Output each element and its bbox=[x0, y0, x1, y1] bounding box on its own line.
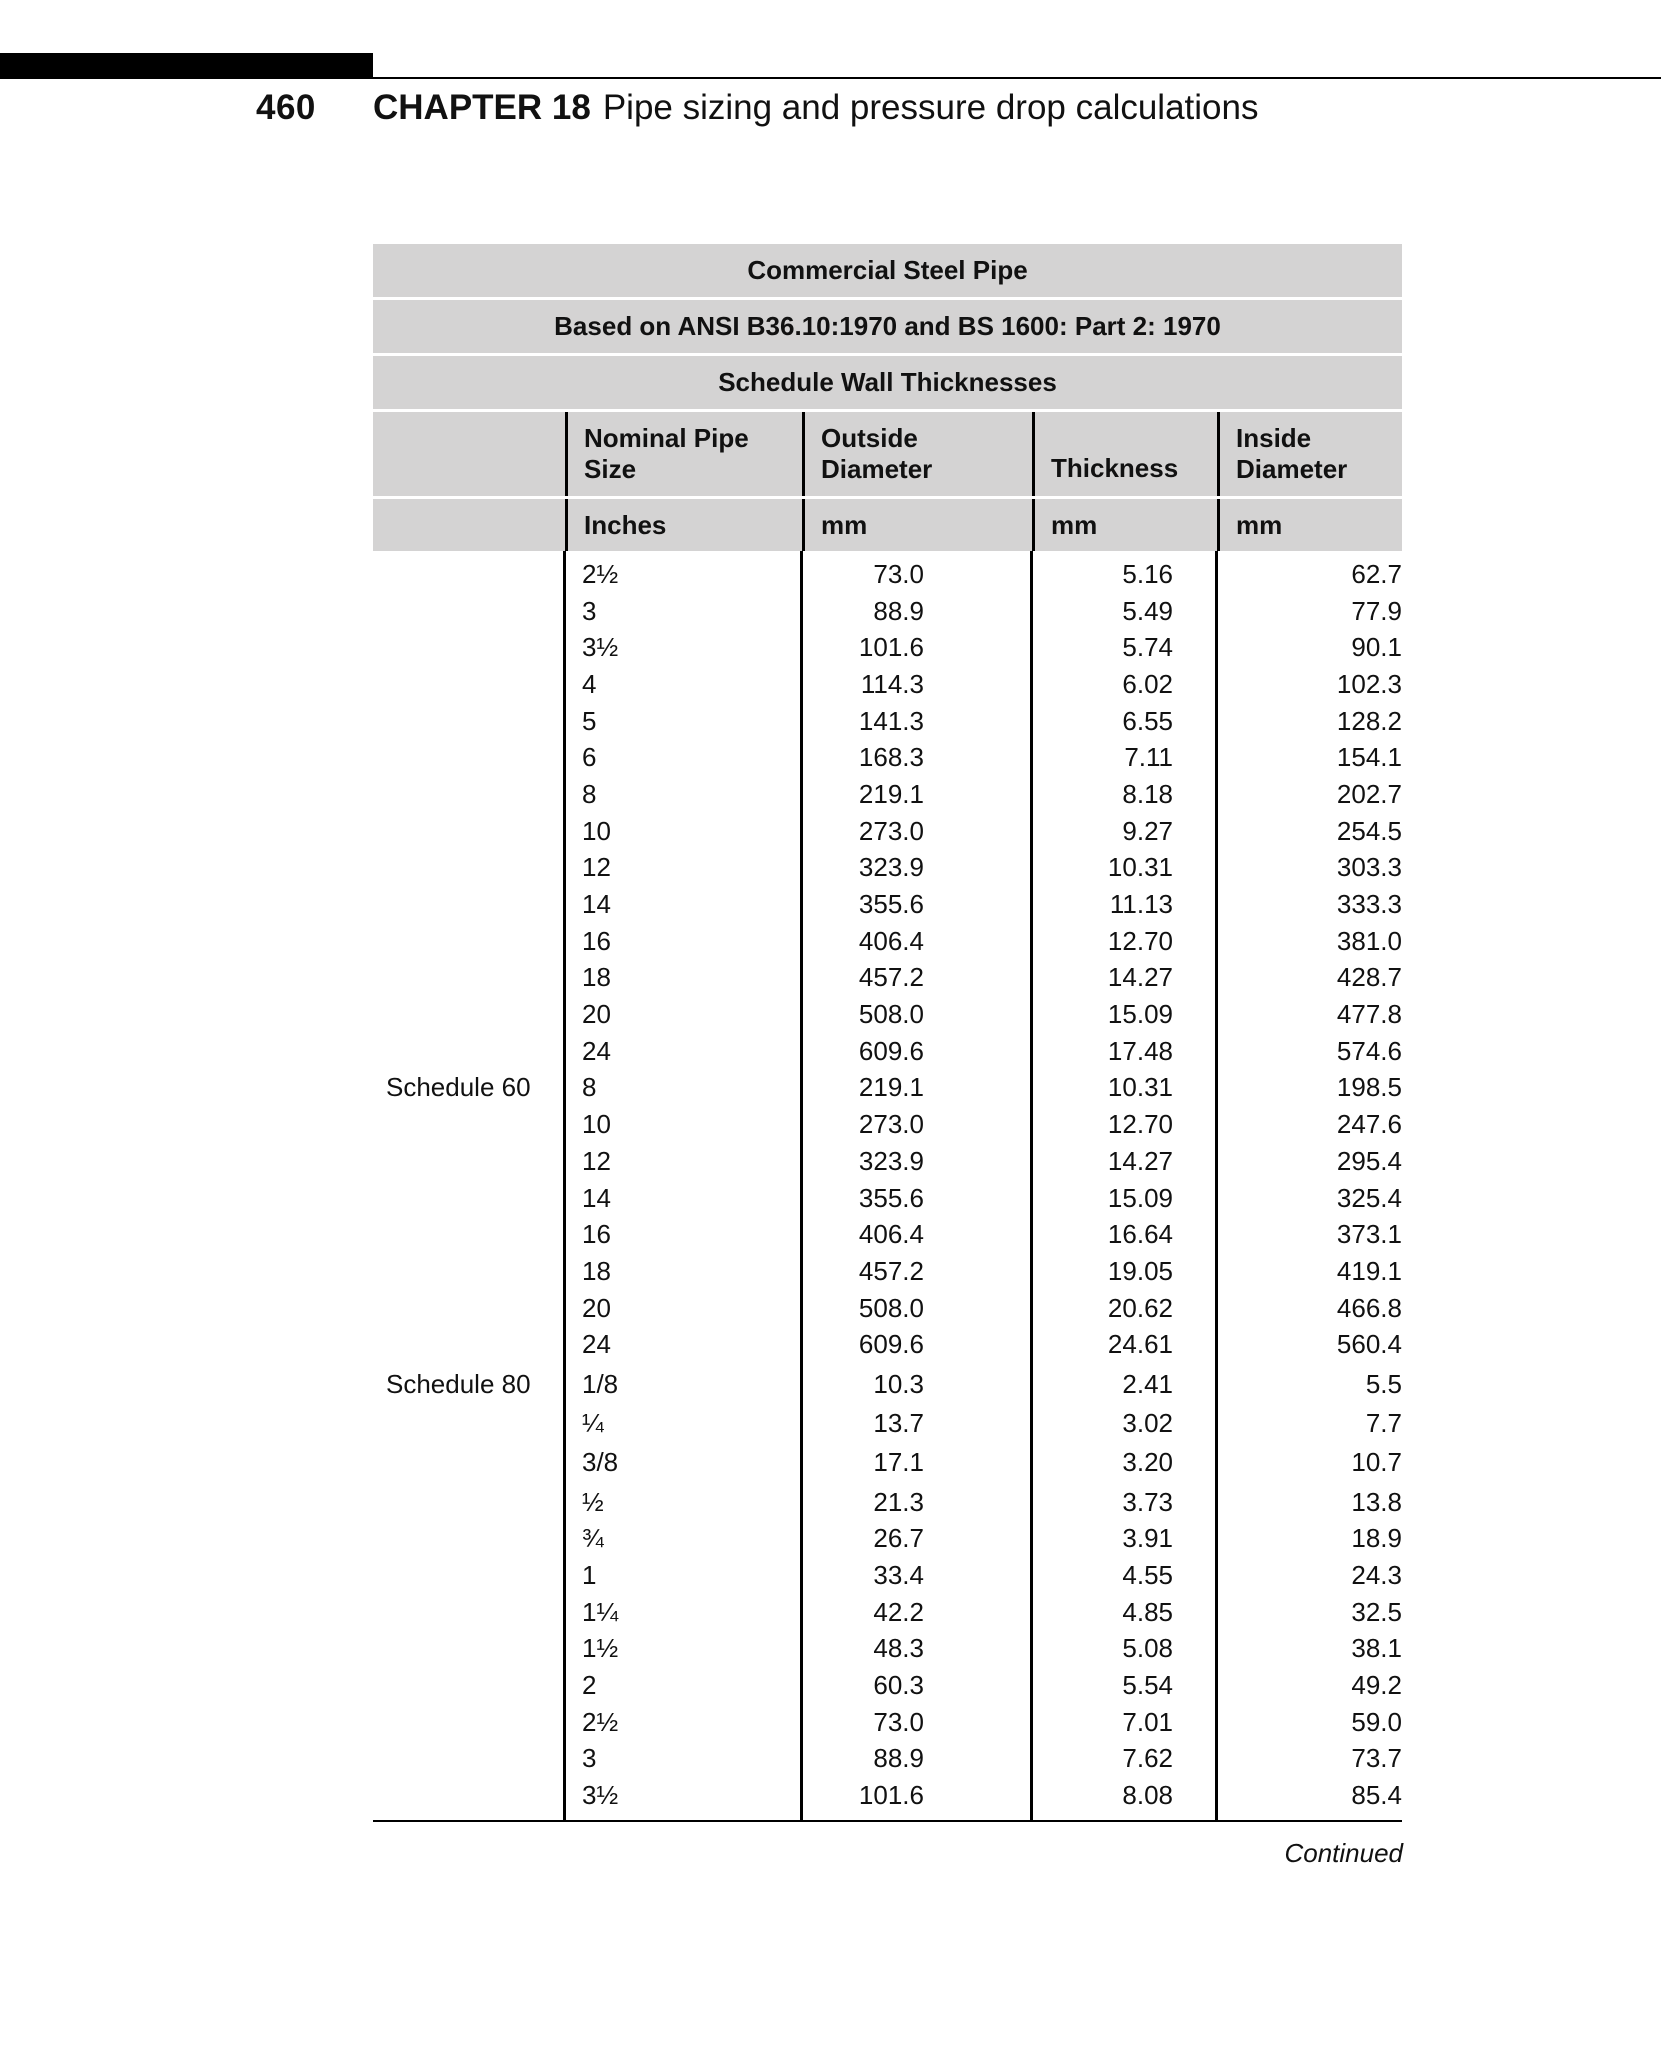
outside-diameter-cell: 60.3 bbox=[873, 1670, 924, 1701]
thickness-cell: 7.11 bbox=[1124, 742, 1173, 773]
inside-diameter-cell: 32.5 bbox=[1351, 1596, 1402, 1627]
outside-diameter-cell: 101.6 bbox=[858, 632, 924, 663]
outside-diameter-cell: 101.6 bbox=[858, 1780, 924, 1811]
page-number: 460 bbox=[256, 88, 316, 127]
thickness-cell: 12.70 bbox=[1107, 1109, 1173, 1140]
thickness-cell: 11.13 bbox=[1109, 889, 1173, 920]
inside-diameter-cell: 381.0 bbox=[1336, 925, 1402, 956]
nominal-size-cell: 10 bbox=[582, 815, 611, 846]
header-rule bbox=[373, 77, 1661, 79]
inside-diameter-cell: 466.8 bbox=[1336, 1292, 1402, 1323]
thickness-cell: 15.09 bbox=[1107, 1182, 1173, 1213]
inside-diameter-cell: 5.5 bbox=[1365, 1368, 1402, 1399]
outside-diameter-cell: 355.6 bbox=[858, 889, 924, 920]
inside-diameter-cell: 419.1 bbox=[1336, 1255, 1402, 1286]
outside-diameter-cell: 26.7 bbox=[873, 1523, 924, 1554]
thickness-cell: 3.91 bbox=[1122, 1523, 1173, 1554]
inside-diameter-cell: 560.4 bbox=[1336, 1329, 1402, 1360]
nominal-size-cell: 8 bbox=[582, 778, 597, 809]
table-row bbox=[373, 960, 1402, 997]
nominal-size-cell: 14 bbox=[582, 889, 611, 920]
inside-diameter-cell: 574.6 bbox=[1336, 1035, 1402, 1066]
chapter-title: Pipe sizing and pressure drop calculations bbox=[602, 88, 1259, 127]
nominal-size-cell: 1½ bbox=[582, 1633, 619, 1664]
nominal-size-cell: 24 bbox=[582, 1035, 611, 1066]
outside-diameter-cell: 88.9 bbox=[873, 595, 924, 626]
outside-diameter-cell: 48.3 bbox=[873, 1633, 924, 1664]
schedule-unit-cell bbox=[373, 499, 565, 551]
thickness-cell: 5.16 bbox=[1122, 558, 1173, 589]
inside-diameter-cell: 198.5 bbox=[1336, 1072, 1402, 1103]
outside-diameter-cell: 141.3 bbox=[858, 705, 924, 736]
inside-diameter-cell: 18.9 bbox=[1351, 1523, 1402, 1554]
nominal-size-cell: 4 bbox=[582, 668, 597, 699]
table-row bbox=[373, 1405, 1402, 1442]
outside-diameter-cell: 457.2 bbox=[858, 1255, 924, 1286]
inside-diameter-cell: 62.7 bbox=[1351, 558, 1402, 589]
thickness-cell: 5.74 bbox=[1122, 632, 1173, 663]
inside-diameter-cell: 303.3 bbox=[1336, 852, 1402, 883]
outside-diameter-cell: 508.0 bbox=[858, 1292, 924, 1323]
thickness-cell: 14.27 bbox=[1107, 962, 1173, 993]
outside-diameter-cell: 406.4 bbox=[858, 925, 924, 956]
outside-diameter-cell: 10.3 bbox=[873, 1368, 924, 1399]
outside-diameter-cell: 13.7 bbox=[873, 1407, 924, 1438]
nominal-size-cell: 18 bbox=[582, 1255, 611, 1286]
table-row bbox=[373, 1106, 1402, 1143]
table-row bbox=[373, 1631, 1402, 1668]
thickness-cell: 5.08 bbox=[1122, 1633, 1173, 1664]
unit-od: mm bbox=[802, 499, 1032, 551]
thickness-cell: 4.55 bbox=[1122, 1560, 1173, 1591]
nominal-size-cell: 6 bbox=[582, 742, 597, 773]
schedule-header-cell bbox=[373, 412, 565, 496]
inside-diameter-cell: 85.4 bbox=[1351, 1780, 1402, 1811]
inside-diameter-cell: 59.0 bbox=[1351, 1706, 1402, 1737]
table-row bbox=[373, 1290, 1402, 1327]
inside-diameter-cell: 477.8 bbox=[1336, 999, 1402, 1030]
outside-diameter-cell: 609.6 bbox=[858, 1329, 924, 1360]
inside-diameter-cell: 254.5 bbox=[1336, 815, 1402, 846]
inside-diameter-cell: 154.1 bbox=[1336, 742, 1402, 773]
outside-diameter-cell: 508.0 bbox=[858, 999, 924, 1030]
nominal-size-cell: 12 bbox=[582, 1145, 611, 1176]
table-row bbox=[373, 666, 1402, 703]
thickness-cell: 24.61 bbox=[1107, 1329, 1173, 1360]
column-divider bbox=[1215, 551, 1218, 1820]
outside-diameter-cell: 323.9 bbox=[858, 1145, 924, 1176]
nominal-size-cell: 8 bbox=[582, 1072, 597, 1103]
inside-diameter-cell: 77.9 bbox=[1351, 595, 1402, 626]
inside-diameter-cell: 333.3 bbox=[1336, 889, 1402, 920]
chapter-label: CHAPTER 18 bbox=[373, 88, 591, 127]
table-row bbox=[373, 1363, 1402, 1405]
nominal-size-cell: 20 bbox=[582, 999, 611, 1030]
column-divider bbox=[1030, 551, 1033, 1820]
table-row bbox=[373, 1777, 1402, 1814]
nominal-size-cell: 1/8 bbox=[582, 1368, 619, 1399]
inside-diameter-cell: 128.2 bbox=[1336, 705, 1402, 736]
table-row bbox=[373, 629, 1402, 666]
outside-diameter-cell: 219.1 bbox=[858, 1072, 924, 1103]
inside-diameter-cell: 202.7 bbox=[1336, 778, 1402, 809]
thickness-cell: 6.02 bbox=[1122, 668, 1173, 699]
table-row bbox=[373, 1033, 1402, 1070]
table-row bbox=[373, 1180, 1402, 1217]
nominal-size-cell: ¼ bbox=[582, 1407, 604, 1438]
inside-diameter-cell: 247.6 bbox=[1336, 1109, 1402, 1140]
outside-diameter-cell: 42.2 bbox=[873, 1596, 924, 1627]
outside-diameter-cell: 21.3 bbox=[873, 1486, 924, 1517]
table-row bbox=[373, 1557, 1402, 1594]
outside-diameter-cell: 88.9 bbox=[873, 1743, 924, 1774]
nominal-size-cell: 12 bbox=[582, 852, 611, 883]
nominal-size-cell: 2 bbox=[582, 1670, 597, 1701]
nominal-size-cell: 18 bbox=[582, 962, 611, 993]
table-body bbox=[373, 551, 1402, 1822]
thickness-cell: 8.08 bbox=[1122, 1780, 1173, 1811]
inside-diameter-cell: 325.4 bbox=[1336, 1182, 1402, 1213]
nominal-size-cell: 3½ bbox=[582, 632, 619, 663]
outside-diameter-cell: 17.1 bbox=[873, 1447, 924, 1478]
unit-header-row bbox=[373, 499, 1402, 551]
table-row bbox=[373, 1326, 1402, 1363]
inside-diameter-cell: 428.7 bbox=[1336, 962, 1402, 993]
header-outside-diameter: Outside Diameter bbox=[802, 412, 1032, 496]
table-row bbox=[373, 886, 1402, 923]
table-row bbox=[373, 556, 1402, 593]
table-row bbox=[373, 813, 1402, 850]
inside-diameter-cell: 295.4 bbox=[1336, 1145, 1402, 1176]
thickness-cell: 4.85 bbox=[1122, 1596, 1173, 1627]
thickness-cell: 8.18 bbox=[1122, 778, 1173, 809]
table-section: Schedule Wall Thicknesses bbox=[373, 356, 1402, 409]
unit-inches: Inches bbox=[565, 499, 802, 551]
column-divider bbox=[800, 551, 803, 1820]
table-row bbox=[373, 1594, 1402, 1631]
nominal-size-cell: 16 bbox=[582, 1219, 611, 1250]
table-row bbox=[373, 593, 1402, 630]
thickness-cell: 3.02 bbox=[1122, 1407, 1173, 1438]
inside-diameter-cell: 13.8 bbox=[1351, 1486, 1402, 1517]
thickness-cell: 3.73 bbox=[1122, 1486, 1173, 1517]
table-row bbox=[373, 703, 1402, 740]
nominal-size-cell: ¾ bbox=[582, 1523, 604, 1554]
table-row bbox=[373, 1704, 1402, 1741]
nominal-size-cell: 2½ bbox=[582, 558, 619, 589]
outside-diameter-cell: 219.1 bbox=[858, 778, 924, 809]
thickness-cell: 2.41 bbox=[1122, 1368, 1173, 1399]
table-row bbox=[373, 776, 1402, 813]
nominal-size-cell: 3/8 bbox=[582, 1447, 619, 1478]
table-row bbox=[373, 1442, 1402, 1484]
nominal-size-cell: 3½ bbox=[582, 1780, 619, 1811]
pipe-table bbox=[373, 244, 1402, 1822]
outside-diameter-cell: 355.6 bbox=[858, 1182, 924, 1213]
table-row bbox=[373, 850, 1402, 887]
table-row bbox=[373, 739, 1402, 776]
nominal-size-cell: 3 bbox=[582, 595, 597, 626]
thickness-cell: 5.54 bbox=[1122, 1670, 1173, 1701]
inside-diameter-cell: 102.3 bbox=[1336, 668, 1402, 699]
table-row bbox=[373, 1521, 1402, 1558]
thickness-cell: 3.20 bbox=[1122, 1447, 1173, 1478]
column-header-row bbox=[373, 412, 1402, 496]
table-row bbox=[373, 1143, 1402, 1180]
table-row bbox=[373, 1667, 1402, 1704]
nominal-size-cell: 10 bbox=[582, 1109, 611, 1140]
inside-diameter-cell: 49.2 bbox=[1351, 1670, 1402, 1701]
thickness-cell: 19.05 bbox=[1107, 1255, 1173, 1286]
unit-thickness: mm bbox=[1032, 499, 1217, 551]
nominal-size-cell: 20 bbox=[582, 1292, 611, 1323]
outside-diameter-cell: 273.0 bbox=[858, 815, 924, 846]
nominal-size-cell: 1 bbox=[582, 1560, 597, 1591]
thickness-cell: 16.64 bbox=[1107, 1219, 1173, 1250]
nominal-size-cell: 14 bbox=[582, 1182, 611, 1213]
thickness-cell: 6.55 bbox=[1122, 705, 1173, 736]
thickness-cell: 7.62 bbox=[1122, 1743, 1173, 1774]
thickness-cell: 20.62 bbox=[1107, 1292, 1173, 1323]
thickness-cell: 17.48 bbox=[1107, 1035, 1173, 1066]
table-row bbox=[373, 1070, 1402, 1107]
header-inside-diameter: Inside Diameter bbox=[1217, 412, 1402, 496]
inside-diameter-cell: 24.3 bbox=[1351, 1560, 1402, 1591]
nominal-size-cell: 1¼ bbox=[582, 1596, 619, 1627]
table-row bbox=[373, 1484, 1402, 1521]
outside-diameter-cell: 273.0 bbox=[858, 1109, 924, 1140]
unit-id: mm bbox=[1217, 499, 1402, 551]
inside-diameter-cell: 73.7 bbox=[1351, 1743, 1402, 1774]
outside-diameter-cell: 406.4 bbox=[858, 1219, 924, 1250]
outside-diameter-cell: 73.0 bbox=[873, 558, 924, 589]
nominal-size-cell: 24 bbox=[582, 1329, 611, 1360]
thickness-cell: 10.31 bbox=[1107, 1072, 1173, 1103]
inside-diameter-cell: 7.7 bbox=[1365, 1407, 1402, 1438]
nominal-size-cell: 5 bbox=[582, 705, 597, 736]
thickness-cell: 7.01 bbox=[1122, 1706, 1173, 1737]
chapter-heading bbox=[373, 88, 1258, 128]
table-title: Commercial Steel Pipe bbox=[373, 244, 1402, 297]
thickness-cell: 10.31 bbox=[1107, 852, 1173, 883]
outside-diameter-cell: 114.3 bbox=[860, 668, 924, 699]
column-divider bbox=[563, 551, 566, 1820]
outside-diameter-cell: 73.0 bbox=[873, 1706, 924, 1737]
table-subtitle: Based on ANSI B36.10:1970 and BS 1600: Part 2: 1970 bbox=[373, 300, 1402, 353]
table-row bbox=[373, 996, 1402, 1033]
outside-diameter-cell: 33.4 bbox=[873, 1560, 924, 1591]
continued-note: Continued bbox=[1284, 1838, 1403, 1868]
inside-diameter-cell: 373.1 bbox=[1336, 1219, 1402, 1250]
inside-diameter-cell: 38.1 bbox=[1351, 1633, 1402, 1664]
schedule-cell: Schedule 80 bbox=[386, 1368, 531, 1399]
table-row bbox=[373, 1741, 1402, 1778]
nominal-size-cell: 2½ bbox=[582, 1706, 619, 1737]
header-thickness: Thickness bbox=[1032, 412, 1217, 496]
inside-diameter-cell: 90.1 bbox=[1351, 632, 1402, 663]
nominal-size-cell: 16 bbox=[582, 925, 611, 956]
thickness-cell: 5.49 bbox=[1122, 595, 1173, 626]
nominal-size-cell: 3 bbox=[582, 1743, 597, 1774]
table-row bbox=[373, 923, 1402, 960]
thickness-cell: 9.27 bbox=[1122, 815, 1173, 846]
thickness-cell: 14.27 bbox=[1107, 1145, 1173, 1176]
schedule-cell: Schedule 60 bbox=[386, 1072, 531, 1103]
nominal-size-cell: ½ bbox=[582, 1486, 604, 1517]
header-bar bbox=[0, 53, 373, 79]
outside-diameter-cell: 168.3 bbox=[858, 742, 924, 773]
table-row bbox=[373, 1253, 1402, 1290]
header-nominal-size: Nominal Pipe Size bbox=[565, 412, 802, 496]
outside-diameter-cell: 323.9 bbox=[858, 852, 924, 883]
thickness-cell: 12.70 bbox=[1107, 925, 1173, 956]
outside-diameter-cell: 609.6 bbox=[858, 1035, 924, 1066]
outside-diameter-cell: 457.2 bbox=[858, 962, 924, 993]
thickness-cell: 15.09 bbox=[1107, 999, 1173, 1030]
inside-diameter-cell: 10.7 bbox=[1351, 1447, 1402, 1478]
table-row bbox=[373, 1216, 1402, 1253]
